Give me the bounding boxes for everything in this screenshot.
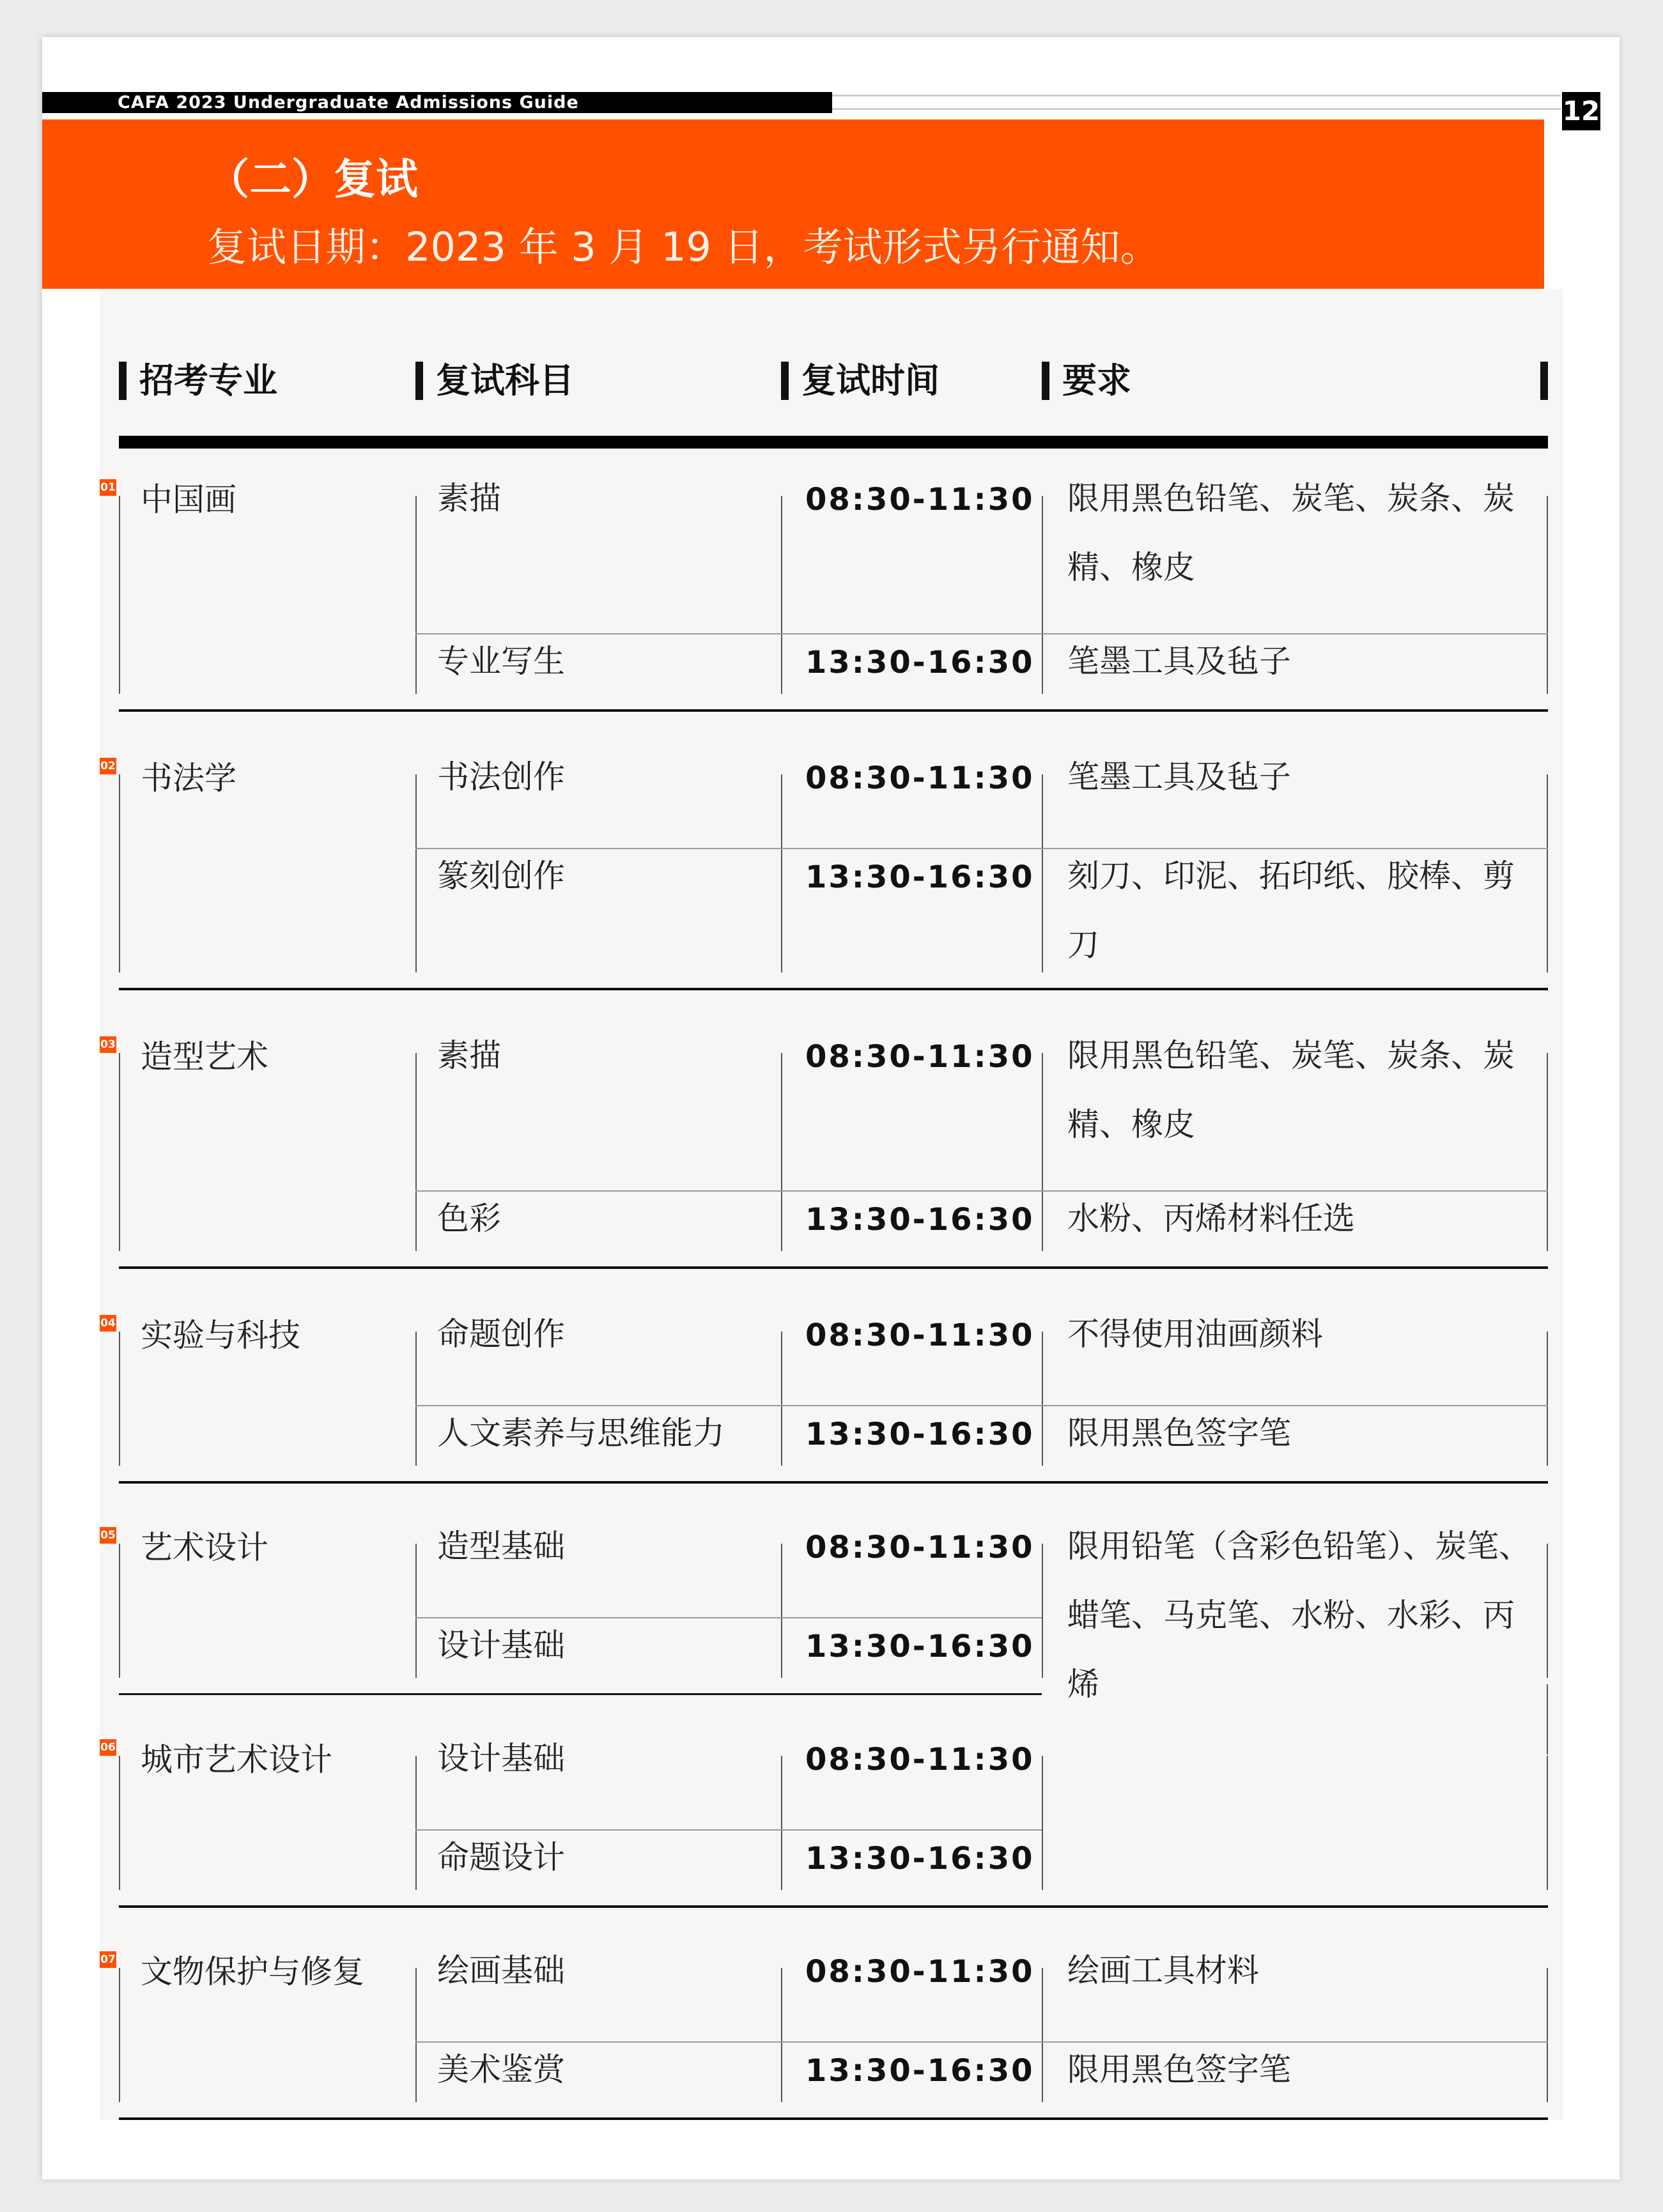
time-rule: [781, 1756, 782, 1890]
schedule-table: [100, 289, 1563, 2120]
major-divider: [119, 2117, 1548, 2120]
req-rule: [1042, 1053, 1043, 1251]
major-number-badge: 03: [100, 1036, 116, 1053]
requirement-text: 笔墨工具及毡子: [1067, 758, 1291, 795]
subject-name: 色彩: [437, 1200, 501, 1237]
subject-rule: [415, 774, 417, 972]
major-number-badge: 05: [100, 1527, 116, 1544]
exam-time: 08:30-11:30: [805, 760, 1035, 796]
major-divider: [119, 1693, 1042, 1695]
major-name: 文物保护与修复: [141, 1953, 364, 1990]
page-number: 12: [1562, 92, 1600, 130]
major-number-badge: 06: [100, 1739, 116, 1756]
subject-name: 书法创作: [437, 758, 565, 795]
major-number-badge: 01: [100, 479, 116, 496]
exam-time: 13:30-16:30: [805, 1629, 1035, 1664]
major-left-rule: [119, 496, 120, 694]
column-header-major: 招考专业: [119, 360, 277, 401]
req-rule: [1042, 1756, 1043, 1890]
subject-rule: [415, 1968, 417, 2102]
exam-time: 13:30-16:30: [805, 859, 1035, 895]
subject-rule: [415, 496, 417, 694]
major-name: 中国画: [141, 481, 236, 518]
exam-time: 08:30-11:30: [805, 1954, 1035, 1990]
requirement-text: 限用黑色铅笔、炭笔、炭条、炭精、橡皮: [1067, 480, 1515, 586]
requirement-text: 限用黑色签字笔: [1067, 1415, 1291, 1452]
subject-rule: [415, 1756, 417, 1890]
requirement-text: 笔墨工具及毡子: [1067, 643, 1291, 680]
time-rule: [781, 1968, 782, 2102]
exam-time: 08:30-11:30: [805, 1742, 1035, 1778]
subject-name: 绘画基础: [437, 1952, 565, 1989]
right-rule: [1547, 774, 1548, 972]
subject-name: 命题创作: [437, 1316, 565, 1353]
exam-time: 13:30-16:30: [805, 2053, 1035, 2089]
exam-time: 13:30-16:30: [805, 1417, 1035, 1452]
major-name: 城市艺术设计: [141, 1741, 332, 1778]
header-divider: [119, 436, 1548, 449]
header-rule: [832, 95, 1561, 96]
major-divider: [119, 1266, 1548, 1269]
subject-name: 篆刻创作: [437, 857, 565, 895]
major-left-rule: [119, 1756, 120, 1890]
subject-name: 设计基础: [437, 1740, 565, 1777]
time-rule: [781, 1544, 782, 1678]
requirement-text: 刻刀、印泥、拓印纸、胶棒、剪刀: [1067, 857, 1515, 964]
time-rule: [781, 496, 782, 694]
subject-rule: [415, 1053, 417, 1251]
major-left-rule: [119, 1968, 120, 2102]
subject-name: 素描: [437, 1037, 501, 1074]
subject-name: 素描: [437, 480, 501, 517]
requirement-text: 水粉、丙烯材料任选: [1067, 1200, 1355, 1237]
requirement-text: 限用黑色铅笔、炭笔、炭条、炭精、橡皮: [1067, 1037, 1515, 1143]
header-rule: [832, 108, 1561, 110]
requirement-text: 不得使用油画颜料: [1067, 1316, 1323, 1353]
right-rule: [1547, 1544, 1548, 1678]
requirement-text: 限用黑色签字笔: [1067, 2051, 1291, 2088]
right-rule: [1547, 1053, 1548, 1251]
major-number-badge: 02: [100, 758, 116, 774]
major-name: 艺术设计: [141, 1529, 268, 1566]
section-title: （二）复试: [207, 155, 418, 204]
major-left-rule: [119, 774, 120, 972]
column-header-subject: 复试科目: [415, 360, 574, 401]
major-number-badge: 07: [100, 1951, 116, 1968]
exam-time: 08:30-11:30: [805, 1317, 1035, 1353]
time-rule: [781, 774, 782, 972]
major-divider: [119, 1481, 1548, 1484]
major-divider: [119, 709, 1548, 712]
req-rule: [1042, 1544, 1043, 1678]
subject-rule: [415, 1544, 417, 1678]
subject-name: 造型基础: [437, 1528, 565, 1565]
right-rule: [1547, 1684, 1548, 1755]
exam-time: 13:30-16:30: [805, 1202, 1035, 1238]
right-rule: [1547, 1968, 1548, 2102]
right-rule: [1547, 1756, 1548, 1890]
requirement-text: 绘画工具材料: [1067, 1952, 1259, 1989]
subject-name: 设计基础: [437, 1627, 565, 1664]
column-header-time: 复试时间: [781, 360, 940, 401]
major-name: 实验与科技: [141, 1317, 300, 1354]
subject-name: 命题设计: [437, 1839, 565, 1876]
req-rule: [1042, 1332, 1043, 1466]
exam-time: 13:30-16:30: [805, 1841, 1035, 1877]
shared-requirement-text: 限用铅笔（含彩色铅笔）、炭笔、蜡笔、马克笔、水粉、水彩、丙烯: [1067, 1528, 1531, 1703]
major-number-badge: 04: [100, 1315, 116, 1332]
exam-time: 13:30-16:30: [805, 645, 1035, 680]
major-divider: [119, 988, 1548, 990]
retest-date-note: 复试日期：2023 年 3 月 19 日，考试形式另行通知。: [207, 224, 1160, 270]
guide-title-bar: CAFA 2023 Undergraduate Admissions Guide: [42, 92, 832, 113]
req-rule: [1042, 1968, 1043, 2102]
section-banner: [42, 119, 1544, 289]
header-end-bar: [1540, 362, 1548, 400]
right-rule: [1547, 496, 1548, 694]
major-left-rule: [119, 1544, 120, 1678]
req-rule: [1042, 496, 1043, 694]
major-left-rule: [119, 1332, 120, 1466]
right-rule: [1547, 1332, 1548, 1466]
major-name: 造型艺术: [141, 1038, 268, 1075]
major-left-rule: [119, 1053, 120, 1251]
subject-name: 专业写生: [437, 643, 565, 680]
subject-name: 人文素养与思维能力: [437, 1415, 725, 1452]
column-header-requirement: 要求: [1042, 360, 1131, 401]
exam-time: 08:30-11:30: [805, 482, 1035, 518]
major-divider: [119, 1905, 1548, 1908]
time-rule: [781, 1332, 782, 1466]
exam-time: 08:30-11:30: [805, 1039, 1035, 1075]
subject-name: 美术鉴赏: [437, 2051, 565, 2088]
req-rule: [1042, 774, 1043, 972]
subject-rule: [415, 1332, 417, 1466]
document-page: [42, 37, 1620, 2179]
time-rule: [781, 1053, 782, 1251]
major-name: 书法学: [141, 760, 236, 797]
exam-time: 08:30-11:30: [805, 1530, 1035, 1565]
